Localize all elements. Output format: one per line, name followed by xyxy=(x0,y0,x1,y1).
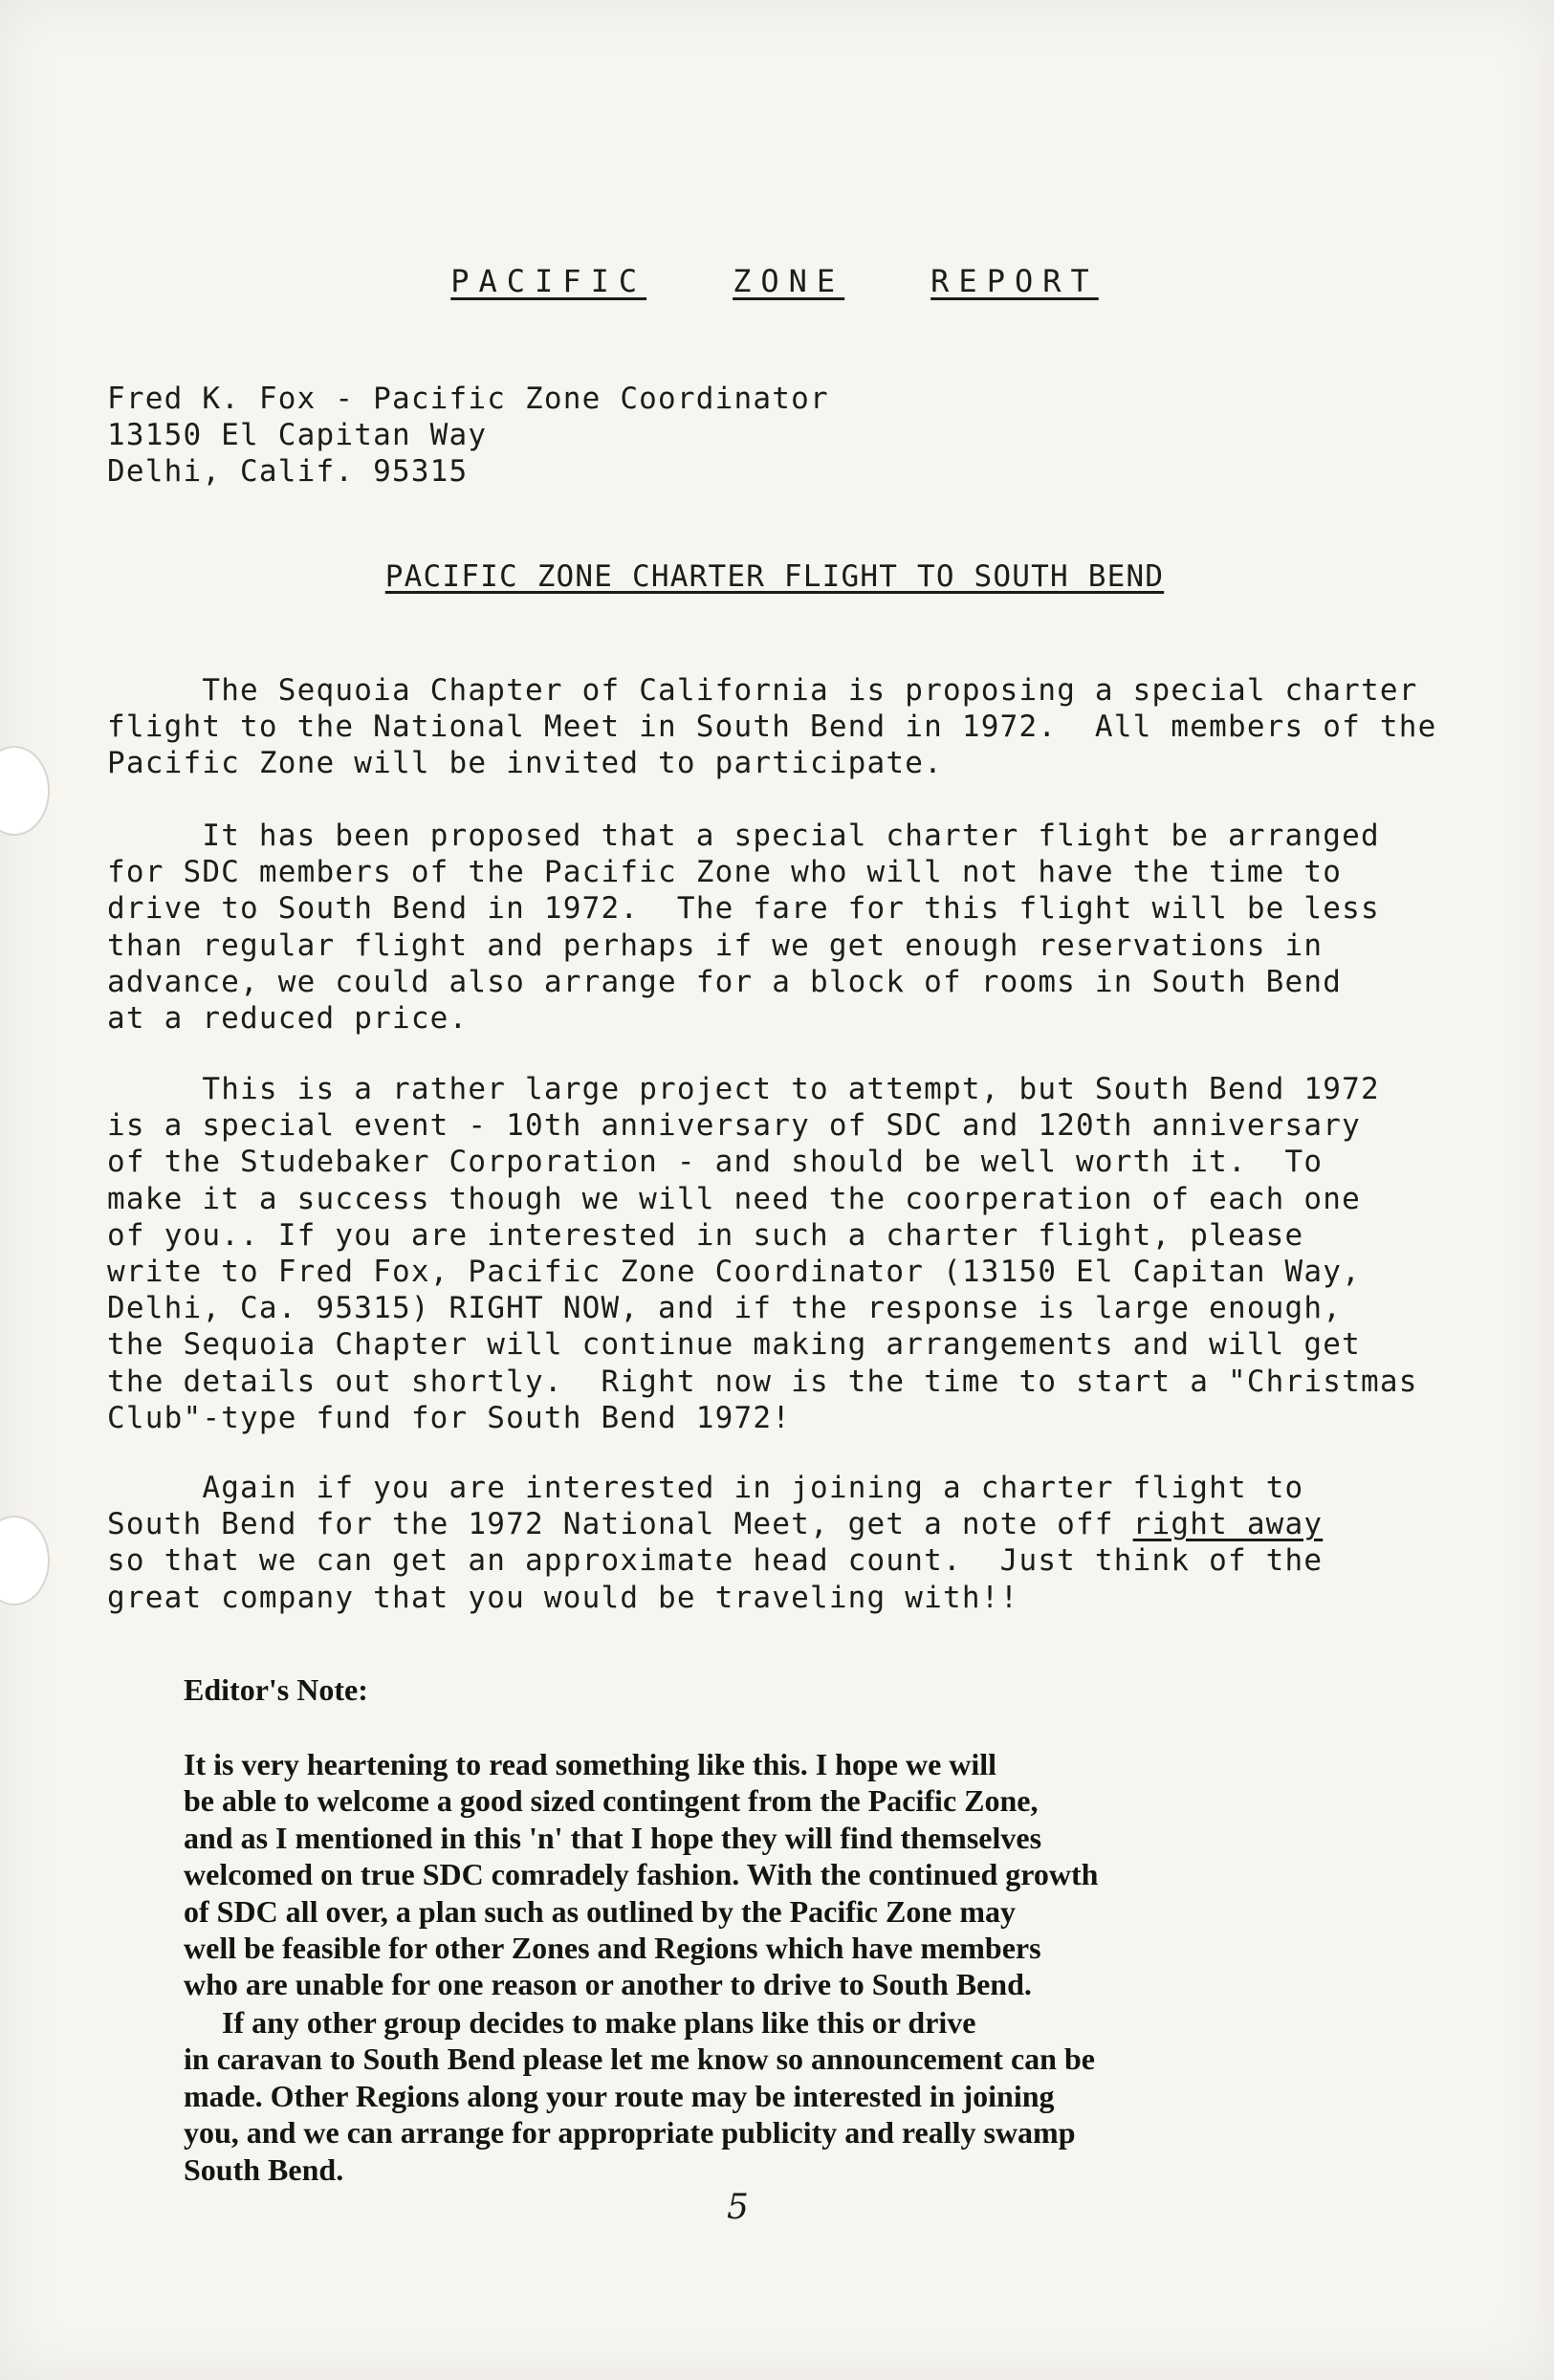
article-subheading: PACIFIC ZONE CHARTER FLIGHT TO SOUTH BEND xyxy=(384,559,1165,594)
title-word-report: REPORT xyxy=(930,263,1099,299)
editor-note-heading: Editor's Note: xyxy=(184,1672,368,1707)
binder-hole-bottom xyxy=(0,1516,50,1605)
title-word-zone: ZONE xyxy=(733,263,845,299)
paragraph-4-text-start: Again if you are interested in joining a charter flight to South Bend for the 1972 National Meet, get a note off xyxy=(107,1471,1304,1542)
address-line-name: Fred K. Fox - Pacific Zone Coordinator xyxy=(107,382,829,416)
editor-note-paragraph-1: It is very heartening to read something like this. I hope we will be able to welcome a good sized contingent from the Pacific Zone, and as I mentioned in this 'n' that I hope they will find themselves welcomed on true SDC comradely fashion. With the continued growth of SDC all over, a plan such as outlined by the Pacific Zone may well be feasible for other Zones and Regions which have members who are unable for one reason or another to drive to South Bend. xyxy=(184,1747,1099,2002)
page-title xyxy=(363,263,1186,299)
article-paragraph-2: It has been proposed that a special charter flight be arranged for SDC members of the Pacific Zone who will not have the time to drive to South Bend in 1972. The fare for this flight will be less than regular flight and perhaps if we get enough reservations in advance, we could also arrange for a block of rooms in South Bend at a reduced price. xyxy=(107,819,1380,1037)
article-paragraph-1: The Sequoia Chapter of California is proposing a special charter flight to the National Meet in South Bend in 1972. All members of the Pacific Zone will be invited to participate. xyxy=(107,673,1437,781)
article-paragraph-4 xyxy=(107,1470,1489,1616)
coordinator-address xyxy=(107,381,829,490)
paragraph-4-text-end: so that we can get an approximate head count. Just think of the great company that you would be traveling with!! xyxy=(107,1543,1324,1615)
editor-note-paragraph-2: If any other group decides to make plans like this or drive in caravan to South Bend please let me know so announcement can be made. Other Regions along your route may be interested in joining you, and we can arrange for appropriate publicity and really swamp South Bend. xyxy=(184,2005,1095,2187)
address-line-street: 13150 El Capitan Way xyxy=(107,418,488,452)
title-word-pacific: PACIFIC xyxy=(450,263,647,299)
page-number: 5 xyxy=(727,2188,749,2227)
article-paragraph-3: This is a rather large project to attempt, but South Bend 1972 is a special event - 10th anniversary of SDC and 120th anniversary of the Studebaker Corporation - and should be well worth it. To make it a success though we will need the coorperation of each one of you.. If you are interested in such a charter flight, please write to Fred Fox, Pacific Zone Coordinator (13150 El Capitan Way, Delhi, Ca. 95315) RIGHT NOW, and if the response is large enough, the Sequoia Chapter will continue making arrangements and will get the details out shortly. Right now is the time to start a "Christmas Club"-type fund for South Bend 1972! xyxy=(107,1072,1418,1435)
paragraph-4-underlined: right away xyxy=(1132,1507,1324,1542)
binder-hole-top xyxy=(0,746,50,836)
address-line-city: Delhi, Calif. 95315 xyxy=(107,454,469,489)
